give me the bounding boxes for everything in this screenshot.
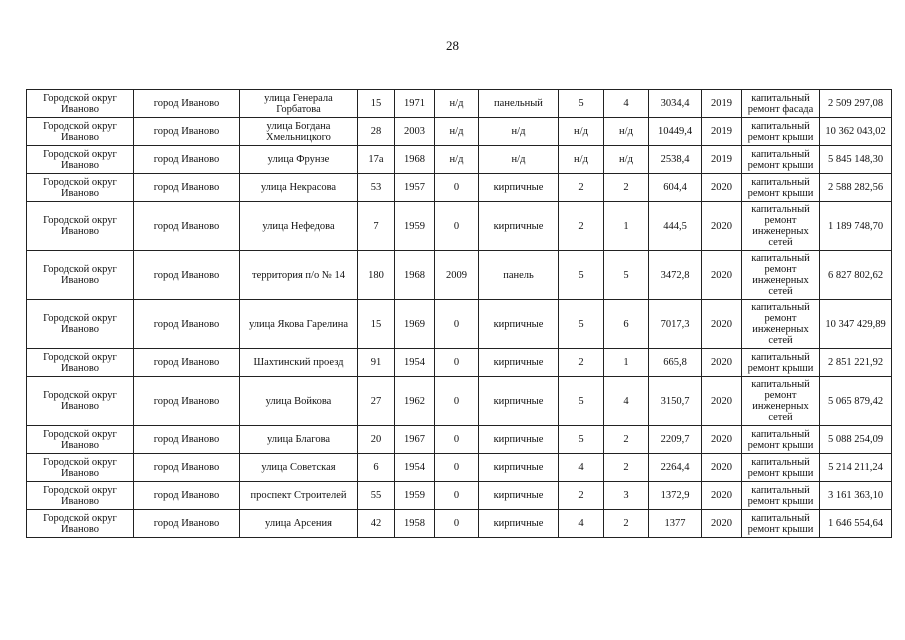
table-row bbox=[27, 90, 892, 118]
wall-material-cell: кирпичные bbox=[479, 300, 559, 349]
entrances-cell: н/д bbox=[604, 146, 649, 174]
entrances-cell: 2 bbox=[604, 426, 649, 454]
city-cell: город Иваново bbox=[134, 118, 240, 146]
entrances-cell: 6 bbox=[604, 300, 649, 349]
page-number: 28 bbox=[446, 38, 459, 53]
district-cell: Городской округ Иваново bbox=[27, 300, 134, 349]
year-renovated-cell: 0 bbox=[435, 300, 479, 349]
year-built-cell: 1959 bbox=[395, 202, 435, 251]
street-cell: улица Якова Гарелина bbox=[240, 300, 358, 349]
area-cell: 7017,3 bbox=[649, 300, 702, 349]
street-cell: улица Арсения bbox=[240, 510, 358, 538]
planned-year-cell: 2020 bbox=[702, 510, 742, 538]
city-cell: город Иваново bbox=[134, 251, 240, 300]
wall-material-cell: н/д bbox=[479, 146, 559, 174]
work-type-cell: капитальный ремонт крыши bbox=[742, 510, 820, 538]
year-renovated-cell: 0 bbox=[435, 454, 479, 482]
area-cell: 604,4 bbox=[649, 174, 702, 202]
year-renovated-cell: н/д bbox=[435, 146, 479, 174]
wall-material-cell: кирпичные bbox=[479, 510, 559, 538]
wall-material-cell: кирпичные bbox=[479, 174, 559, 202]
work-type-cell: капитальный ремонт инженерных сетей bbox=[742, 377, 820, 426]
street-cell: улица Войкова bbox=[240, 377, 358, 426]
district-cell: Городской округ Иваново bbox=[27, 174, 134, 202]
street-cell: улица Некрасова bbox=[240, 174, 358, 202]
cost-cell: 2 588 282,56 bbox=[820, 174, 892, 202]
wall-material-cell: кирпичные bbox=[479, 377, 559, 426]
planned-year-cell: 2020 bbox=[702, 251, 742, 300]
floors-cell: 4 bbox=[559, 454, 604, 482]
year-renovated-cell: 0 bbox=[435, 202, 479, 251]
year-built-cell: 1967 bbox=[395, 426, 435, 454]
table-row bbox=[27, 377, 892, 426]
entrances-cell: н/д bbox=[604, 118, 649, 146]
wall-material-cell: кирпичные bbox=[479, 349, 559, 377]
city-cell: город Иваново bbox=[134, 174, 240, 202]
city-cell: город Иваново bbox=[134, 454, 240, 482]
work-type-cell: капитальный ремонт фасада bbox=[742, 90, 820, 118]
street-cell: территория п/о № 14 bbox=[240, 251, 358, 300]
street-cell: улица Нефедова bbox=[240, 202, 358, 251]
floors-cell: 4 bbox=[559, 510, 604, 538]
entrances-cell: 4 bbox=[604, 377, 649, 426]
wall-material-cell: кирпичные bbox=[479, 454, 559, 482]
city-cell: город Иваново bbox=[134, 426, 240, 454]
work-type-cell: капитальный ремонт крыши bbox=[742, 454, 820, 482]
wall-material-cell: н/д bbox=[479, 118, 559, 146]
floors-cell: 5 bbox=[559, 90, 604, 118]
work-type-cell: капитальный ремонт крыши bbox=[742, 349, 820, 377]
area-cell: 2209,7 bbox=[649, 426, 702, 454]
area-cell: 3472,8 bbox=[649, 251, 702, 300]
district-cell: Городской округ Иваново bbox=[27, 251, 134, 300]
street-cell: улица Богдана Хмельницкого bbox=[240, 118, 358, 146]
entrances-cell: 2 bbox=[604, 454, 649, 482]
street-cell: Шахтинский проезд bbox=[240, 349, 358, 377]
area-cell: 665,8 bbox=[649, 349, 702, 377]
area-cell: 1372,9 bbox=[649, 482, 702, 510]
cost-cell: 5 214 211,24 bbox=[820, 454, 892, 482]
work-type-cell: капитальный ремонт крыши bbox=[742, 146, 820, 174]
work-type-cell: капитальный ремонт инженерных сетей bbox=[742, 202, 820, 251]
work-type-cell: капитальный ремонт инженерных сетей bbox=[742, 251, 820, 300]
district-cell: Городской округ Иваново bbox=[27, 146, 134, 174]
cost-cell: 5 845 148,30 bbox=[820, 146, 892, 174]
work-type-cell: капитальный ремонт крыши bbox=[742, 482, 820, 510]
street-cell: улица Фрунзе bbox=[240, 146, 358, 174]
cost-cell: 3 161 363,10 bbox=[820, 482, 892, 510]
entrances-cell: 2 bbox=[604, 510, 649, 538]
floors-cell: н/д bbox=[559, 118, 604, 146]
cost-cell: 1 189 748,70 bbox=[820, 202, 892, 251]
cost-cell: 2 509 297,08 bbox=[820, 90, 892, 118]
work-type-cell: капитальный ремонт крыши bbox=[742, 118, 820, 146]
street-cell: проспект Строителей bbox=[240, 482, 358, 510]
entrances-cell: 2 bbox=[604, 174, 649, 202]
year-built-cell: 1954 bbox=[395, 349, 435, 377]
year-built-cell: 1968 bbox=[395, 146, 435, 174]
planned-year-cell: 2019 bbox=[702, 118, 742, 146]
table-row bbox=[27, 510, 892, 538]
work-type-cell: капитальный ремонт инженерных сетей bbox=[742, 300, 820, 349]
year-renovated-cell: 0 bbox=[435, 349, 479, 377]
cost-cell: 5 088 254,09 bbox=[820, 426, 892, 454]
street-cell: улица Генерала Горбатова bbox=[240, 90, 358, 118]
area-cell: 444,5 bbox=[649, 202, 702, 251]
street-cell: улица Благова bbox=[240, 426, 358, 454]
year-built-cell: 1957 bbox=[395, 174, 435, 202]
district-cell: Городской округ Иваново bbox=[27, 426, 134, 454]
floors-cell: 2 bbox=[559, 174, 604, 202]
floors-cell: 5 bbox=[559, 377, 604, 426]
area-cell: 10449,4 bbox=[649, 118, 702, 146]
house-number-cell: 6 bbox=[358, 454, 395, 482]
house-number-cell: 20 bbox=[358, 426, 395, 454]
planned-year-cell: 2020 bbox=[702, 426, 742, 454]
area-cell: 2538,4 bbox=[649, 146, 702, 174]
table-row bbox=[27, 426, 892, 454]
entrances-cell: 4 bbox=[604, 90, 649, 118]
planned-year-cell: 2020 bbox=[702, 349, 742, 377]
year-built-cell: 1968 bbox=[395, 251, 435, 300]
house-number-cell: 27 bbox=[358, 377, 395, 426]
district-cell: Городской округ Иваново bbox=[27, 482, 134, 510]
year-renovated-cell: н/д bbox=[435, 118, 479, 146]
cost-cell: 1 646 554,64 bbox=[820, 510, 892, 538]
year-renovated-cell: 0 bbox=[435, 482, 479, 510]
planned-year-cell: 2020 bbox=[702, 454, 742, 482]
wall-material-cell: панель bbox=[479, 251, 559, 300]
table-row bbox=[27, 300, 892, 349]
year-built-cell: 1959 bbox=[395, 482, 435, 510]
floors-cell: 2 bbox=[559, 202, 604, 251]
planned-year-cell: 2020 bbox=[702, 300, 742, 349]
planned-year-cell: 2020 bbox=[702, 174, 742, 202]
floors-cell: 5 bbox=[559, 251, 604, 300]
table-row bbox=[27, 174, 892, 202]
house-number-cell: 15 bbox=[358, 300, 395, 349]
planned-year-cell: 2020 bbox=[702, 377, 742, 426]
table-row bbox=[27, 146, 892, 174]
year-built-cell: 2003 bbox=[395, 118, 435, 146]
table-row bbox=[27, 349, 892, 377]
area-cell: 1377 bbox=[649, 510, 702, 538]
city-cell: город Иваново bbox=[134, 349, 240, 377]
cost-cell: 10 362 043,02 bbox=[820, 118, 892, 146]
table-row bbox=[27, 251, 892, 300]
city-cell: город Иваново bbox=[134, 90, 240, 118]
district-cell: Городской округ Иваново bbox=[27, 510, 134, 538]
district-cell: Городской округ Иваново bbox=[27, 349, 134, 377]
year-built-cell: 1954 bbox=[395, 454, 435, 482]
entrances-cell: 5 bbox=[604, 251, 649, 300]
city-cell: город Иваново bbox=[134, 377, 240, 426]
entrances-cell: 1 bbox=[604, 349, 649, 377]
city-cell: город Иваново bbox=[134, 146, 240, 174]
district-cell: Городской округ Иваново bbox=[27, 202, 134, 251]
city-cell: город Иваново bbox=[134, 202, 240, 251]
cost-cell: 2 851 221,92 bbox=[820, 349, 892, 377]
house-number-cell: 91 bbox=[358, 349, 395, 377]
year-renovated-cell: 0 bbox=[435, 174, 479, 202]
cost-cell: 5 065 879,42 bbox=[820, 377, 892, 426]
renovation-table bbox=[26, 89, 892, 538]
table-row bbox=[27, 482, 892, 510]
wall-material-cell: кирпичные bbox=[479, 426, 559, 454]
entrances-cell: 1 bbox=[604, 202, 649, 251]
year-renovated-cell: 2009 bbox=[435, 251, 479, 300]
house-number-cell: 17а bbox=[358, 146, 395, 174]
house-number-cell: 7 bbox=[358, 202, 395, 251]
cost-cell: 10 347 429,89 bbox=[820, 300, 892, 349]
area-cell: 3034,4 bbox=[649, 90, 702, 118]
entrances-cell: 3 bbox=[604, 482, 649, 510]
year-renovated-cell: 0 bbox=[435, 377, 479, 426]
district-cell: Городской округ Иваново bbox=[27, 90, 134, 118]
year-renovated-cell: 0 bbox=[435, 510, 479, 538]
city-cell: город Иваново bbox=[134, 300, 240, 349]
floors-cell: 2 bbox=[559, 482, 604, 510]
street-cell: улица Советская bbox=[240, 454, 358, 482]
year-built-cell: 1971 bbox=[395, 90, 435, 118]
year-renovated-cell: 0 bbox=[435, 426, 479, 454]
year-built-cell: 1958 bbox=[395, 510, 435, 538]
table-row bbox=[27, 202, 892, 251]
planned-year-cell: 2019 bbox=[702, 90, 742, 118]
floors-cell: 2 bbox=[559, 349, 604, 377]
floors-cell: 5 bbox=[559, 426, 604, 454]
table-row bbox=[27, 454, 892, 482]
district-cell: Городской округ Иваново bbox=[27, 454, 134, 482]
house-number-cell: 42 bbox=[358, 510, 395, 538]
area-cell: 2264,4 bbox=[649, 454, 702, 482]
house-number-cell: 15 bbox=[358, 90, 395, 118]
work-type-cell: капитальный ремонт крыши bbox=[742, 174, 820, 202]
city-cell: город Иваново bbox=[134, 482, 240, 510]
year-renovated-cell: н/д bbox=[435, 90, 479, 118]
table-row bbox=[27, 118, 892, 146]
area-cell: 3150,7 bbox=[649, 377, 702, 426]
planned-year-cell: 2019 bbox=[702, 146, 742, 174]
planned-year-cell: 2020 bbox=[702, 482, 742, 510]
house-number-cell: 180 bbox=[358, 251, 395, 300]
planned-year-cell: 2020 bbox=[702, 202, 742, 251]
cost-cell: 6 827 802,62 bbox=[820, 251, 892, 300]
wall-material-cell: кирпичные bbox=[479, 202, 559, 251]
district-cell: Городской округ Иваново bbox=[27, 377, 134, 426]
house-number-cell: 55 bbox=[358, 482, 395, 510]
work-type-cell: капитальный ремонт крыши bbox=[742, 426, 820, 454]
city-cell: город Иваново bbox=[134, 510, 240, 538]
house-number-cell: 28 bbox=[358, 118, 395, 146]
floors-cell: н/д bbox=[559, 146, 604, 174]
year-built-cell: 1969 bbox=[395, 300, 435, 349]
year-built-cell: 1962 bbox=[395, 377, 435, 426]
district-cell: Городской округ Иваново bbox=[27, 118, 134, 146]
house-number-cell: 53 bbox=[358, 174, 395, 202]
floors-cell: 5 bbox=[559, 300, 604, 349]
wall-material-cell: кирпичные bbox=[479, 482, 559, 510]
wall-material-cell: панельный bbox=[479, 90, 559, 118]
